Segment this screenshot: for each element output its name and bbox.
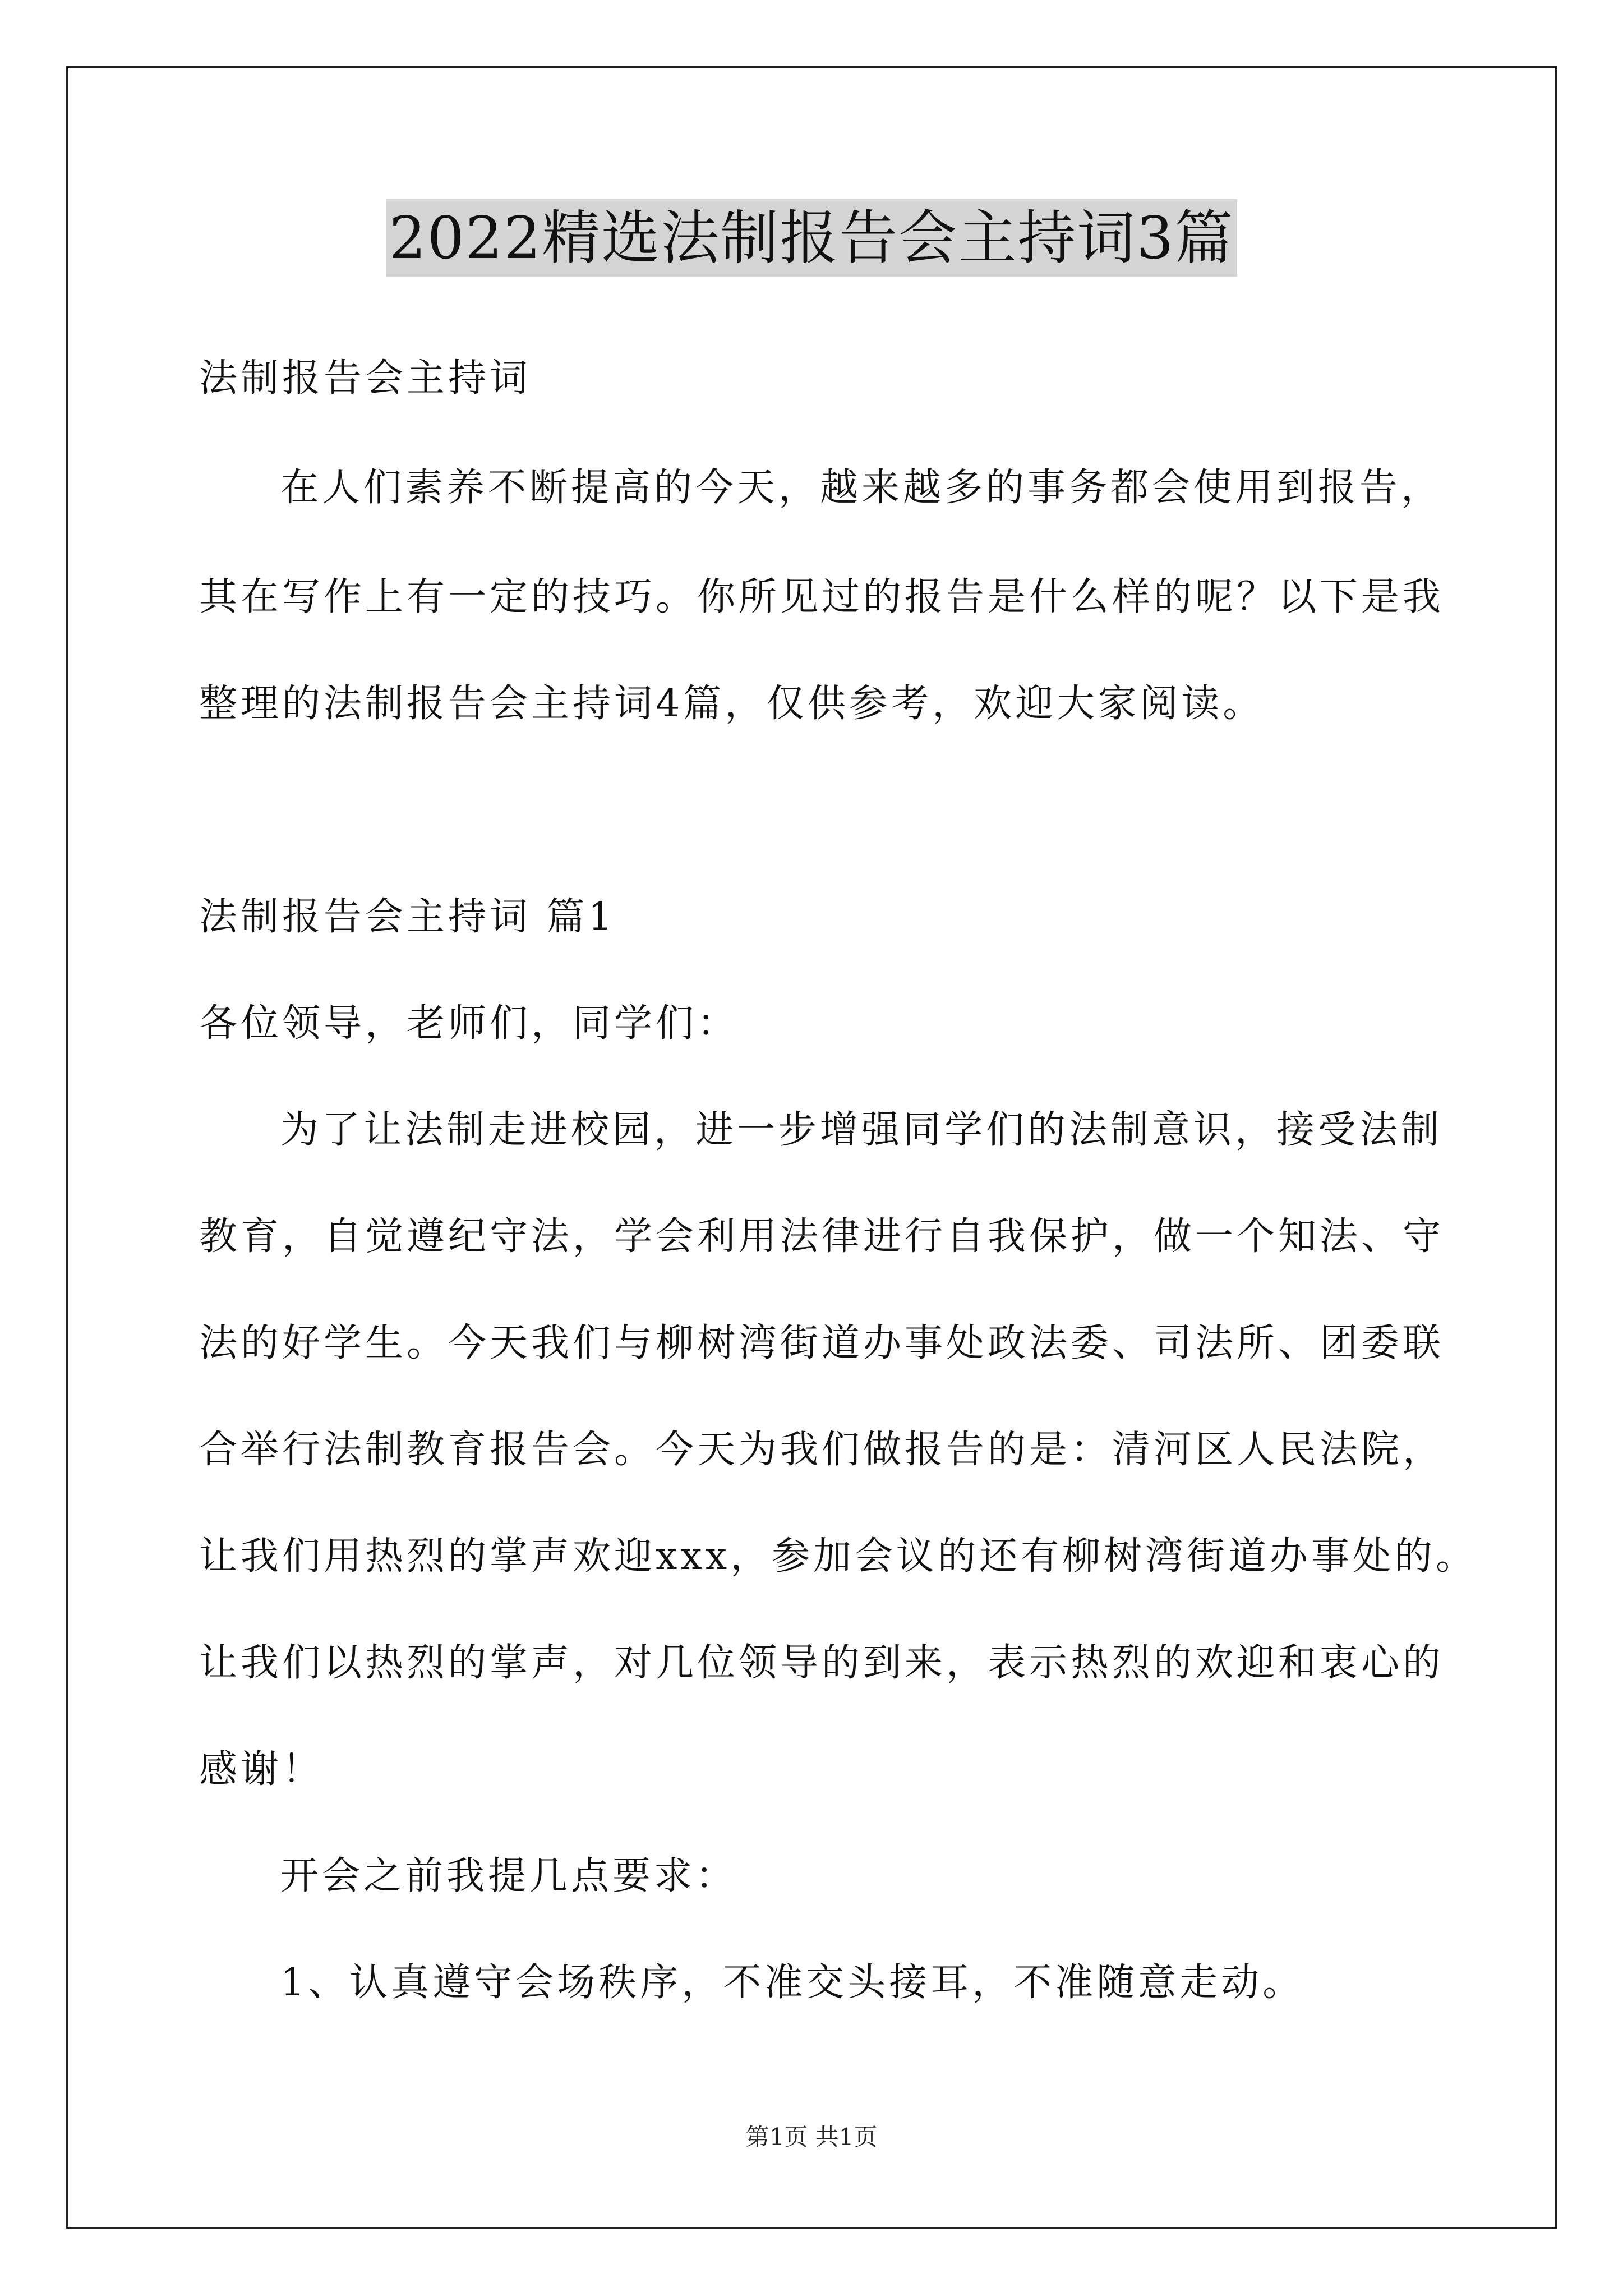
body-line-1: 为了让法制走进校园，进一步增强同学们的法制意识，接受法制 bbox=[280, 1108, 1443, 1152]
salutation: 各位领导，老师们，同学们： bbox=[199, 1001, 739, 1046]
body-line-5: 让我们用热烈的掌声欢迎xxx，参加会议的还有柳树湾街道办事处的。 bbox=[199, 1534, 1478, 1579]
document-title: 2022精选法制报告会主持词3篇 bbox=[386, 199, 1238, 277]
body-line-4: 合举行法制教育报告会。今天为我们做报告的是：清河区人民法院， bbox=[199, 1428, 1445, 1472]
body-line-6: 让我们以热烈的掌声，对几位领导的到来，表示热烈的欢迎和衷心的 bbox=[199, 1641, 1445, 1685]
body-line-2: 教育，自觉遵纪守法，学会利用法律进行自我保护，做一个知法、守 bbox=[199, 1214, 1445, 1259]
body-line-7: 感谢！ bbox=[199, 1747, 324, 1792]
intro-line-1: 在人们素养不断提高的今天，越来越多的事务都会使用到报告， bbox=[280, 466, 1443, 510]
requirements-intro: 开会之前我提几点要求： bbox=[280, 1854, 737, 1898]
intro-line-2: 其在写作上有一定的技巧。你所见过的报告是什么样的呢？以下是我 bbox=[199, 575, 1445, 619]
requirement-item-1: 1、认真遵守会场秩序，不准交头接耳，不准随意走动。 bbox=[280, 1961, 1304, 2005]
section-heading: 法制报告会主持词 bbox=[199, 356, 532, 401]
title-wrap bbox=[0, 199, 1623, 277]
page-footer: 第1页 共1页 bbox=[745, 2123, 878, 2151]
body-line-3: 法的好学生。今天我们与柳树湾街道办事处政法委、司法所、团委联 bbox=[199, 1321, 1445, 1365]
intro-line-3: 整理的法制报告会主持词4篇，仅供参考，欢迎大家阅读。 bbox=[199, 682, 1265, 726]
part-heading: 法制报告会主持词 篇1 bbox=[199, 895, 616, 939]
